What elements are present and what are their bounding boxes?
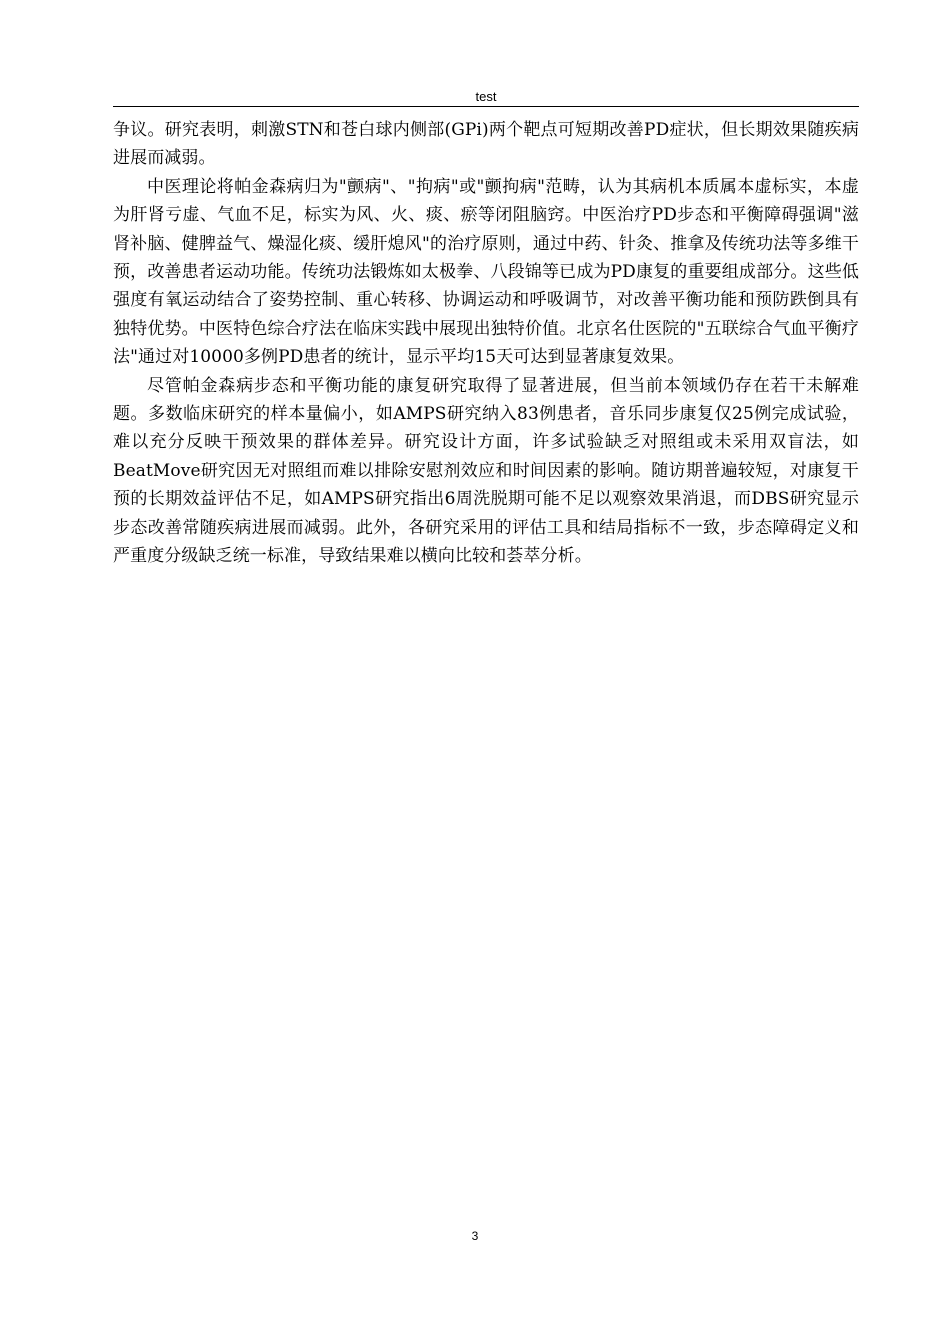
body-text xyxy=(113,116,859,571)
paragraph-tcm-theory: 中医理论将帕金森病归为"颤病"、"拘病"或"颤拘病"范畴，认为其病机本质属本虚标实，本虚为肝肾亏虚、气血不足，标实为风、火、痰、瘀等闭阻脑窍。中医治疗PD步态和平衡障碍强调"滋肾补脑、健脾益气、燥湿化痰、缓肝熄风"的治疗原则，通过中药、针灸、推拿及传统功法等多维干预，改善患者运动功能。传统功法锻炼如太极拳、八段锦等已成为PD康复的重要组成部分。这些低强度有氧运动结合了姿势控制、重心转移、协调运动和呼吸调节，对改善平衡功能和预防跌倒具有独特优势。中医特色综合疗法在临床实践中展现出独特价值。北京名仕医院的"五联综合气血平衡疗法"通过对10000多例PD患者的统计，显示平均15天可达到显著康复效果。 xyxy=(113,176,859,368)
paragraph-limitations: 尽管帕金森病步态和平衡功能的康复研究取得了显著进展，但当前本领域仍存在若干未解难题。多数临床研究的样本量偏小，如AMPS研究纳入83例患者，音乐同步康复仅25例完成试验，难以充分反映干预效果的群体差异。研究设计方面，许多试验缺乏对照组或未采用双盲法，如BeatMove研究因无对照组而难以排除安慰剂效应和时间因素的影响。随访期普遍较短，对康复干预的长期效益评估不足，如AMPS研究指出6周洗脱期可能不足以观察效果消退，而DBS研究显示步态改善常随疾病进展而减弱。此外，各研究采用的评估工具和结局指标不一致，步态障碍定义和严重度分级缺乏统一标准，导致结果难以横向比较和荟萃分析。 xyxy=(113,375,859,567)
paragraph-continuation: 争议。研究表明，刺激STN和苍白球内侧部(GPi)两个靶点可短期改善PD症状，但长期效果随疾病进展而减弱。 xyxy=(113,120,859,169)
page-header xyxy=(113,88,859,107)
page-number: 3 xyxy=(471,1229,479,1243)
header-text: test xyxy=(475,89,497,104)
